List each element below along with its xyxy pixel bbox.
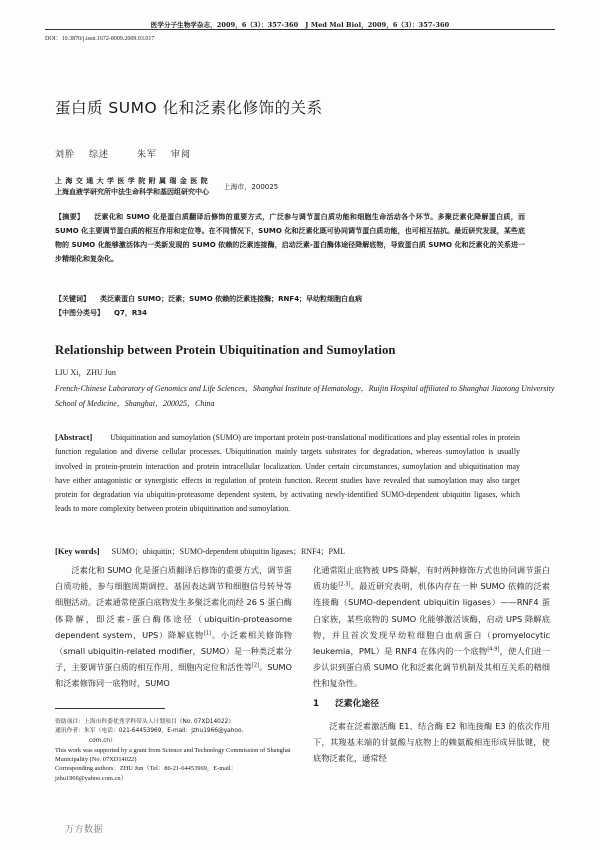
contact-cn: 通讯作者：朱军（电话：021-64453969，E-mail：jzhu1966@yahoo. bbox=[55, 728, 244, 735]
en-keywords-text: SUMO；ubiquitin；SUMO-dependent ubiquitin ligases；RNF4；PML bbox=[111, 547, 345, 556]
cn-affiliation bbox=[55, 176, 278, 198]
body-column-right bbox=[313, 562, 550, 766]
header-rule bbox=[45, 29, 555, 30]
affiliation-line-2: 上海血液学研究所中法生命科学和基因组研究中心 bbox=[55, 188, 209, 196]
cn-abstract bbox=[55, 210, 525, 266]
citation[interactable]: [4-9] bbox=[487, 646, 500, 653]
author-2: 朱军 bbox=[137, 150, 158, 160]
funding-cn: 资助项目：上海市科委优秀学科带头人计划项目（No. 07XD14022） bbox=[55, 719, 235, 725]
author-1: 刘肸 bbox=[55, 150, 76, 160]
en-abstract-text: Ubiquitination and sumoylation (SUMO) are important protein post-translational modifications and play essential roles in protein function regulation and diverse cellular processes. Ubiquitination mainly targets substrates for degradation, whereas sumoylation is usually involved in protein-protein interaction and protein intracellular localization. Under certain circumstances, sumoylation and ubiquitination may have either antagonistic or synergistic effects in regulation of protein function. Recent studies have revealed that sumoylation may also target protein for degradation via ubiquitin-proteasome dependent system, by activating newly-identified SUMO-dependent ubiquitin ligases, which leads to more complexity between protein ubiquitination and sumoylation. bbox=[55, 433, 520, 514]
en-authors: LIU Xi，ZHU Jun bbox=[55, 368, 116, 377]
section-heading-1 bbox=[313, 696, 550, 712]
en-affiliation: French-Chinese Laboratory of Genomics and Life Sciences，Shanghai Institute of Hematology，Ruijin Hospital affiliated to Shanghai Jiaotong University School of Medicine，Shanghai，200025，China bbox=[55, 384, 555, 408]
footnote-rule bbox=[55, 708, 165, 709]
cn-abstract-label: 【摘要】 bbox=[55, 213, 85, 221]
section-title: 泛素化途径 bbox=[335, 698, 379, 709]
cn-classification-text: Q7，R34 bbox=[114, 309, 147, 317]
cn-title: 蛋白质 SUMO 化和泛素化修饰的关系 bbox=[55, 99, 323, 117]
watermark: 万方数据 bbox=[65, 825, 104, 835]
cn-classification bbox=[55, 308, 147, 318]
body-column-left bbox=[55, 562, 292, 692]
body-paragraph: 化通常阻止底物被 UPS 降解，有时两种修饰方式也协同调节蛋白质功能[2-3]。最近研究表明，机体内存在一种 SUMO 依赖的泛素连接酶（SUMO-dependent ubiquitin ligases）——RNF4 蛋白家族，某些底物的 SUMO 化能够激活该酶，启动 UPS 降解底物，并且首次发现早幼粒细胞白血病蛋白（promyelocytic leukemia，PML）是 RNF4 在体内的一个底物[4-9]，使人们进一步认识到蛋白质 SUMO 化和泛素化调节机制及其相互关系的精细性和复杂性。 bbox=[313, 565, 550, 689]
citation[interactable]: [2] bbox=[251, 662, 260, 669]
affiliation-city: 上海市，200025 bbox=[223, 182, 279, 191]
footnotes bbox=[55, 718, 292, 783]
cn-authors bbox=[55, 147, 205, 160]
section-number: 1 bbox=[313, 698, 320, 709]
contact-en: Corresponding authors：ZHU Jun（Tel：86-21-64453969，E-mail：jzhu1966@yahoo.com.cn） bbox=[55, 765, 238, 782]
cn-keywords-label: 【关键词】 bbox=[55, 295, 90, 303]
affiliation-line-1: 上海交通大学医学院附属瑞金医院 bbox=[55, 177, 211, 185]
running-header-en: J Med Mol Biol，2009，6（3）：357-360 bbox=[305, 21, 450, 29]
cn-keywords bbox=[55, 294, 362, 304]
cn-keywords-text: 类泛素蛋白 SUMO；泛素；SUMO 依赖的泛素连接酶；RNF4；早幼粒细胞白血病 bbox=[100, 295, 363, 303]
running-header bbox=[40, 20, 560, 29]
en-abstract bbox=[55, 430, 520, 517]
en-abstract-label: [Abstract] bbox=[55, 432, 93, 442]
en-title: Relationship between Protein Ubiquitination and Sumoylation bbox=[55, 343, 396, 357]
running-header-cn: 医学分子生物学杂志，2009，6（3）：357-360 bbox=[150, 21, 299, 29]
body-paragraph: 泛素在泛素激活酶 E1、结合酶 E2 和连接酶 E3 的依次作用下，其羧基末端的甘氨酸与底物上的赖氨酸相连形成异肽键，使底物泛素化，通常经 bbox=[313, 720, 550, 764]
author-2-role: 审阅 bbox=[171, 150, 192, 160]
en-keywords bbox=[55, 546, 345, 557]
doi: DOI：10.3870/j.issn.1672-8009.2009.03.017 bbox=[45, 36, 155, 42]
author-1-role: 综述 bbox=[89, 150, 110, 160]
body-paragraph: 泛素化和 SUMO 化是蛋白质翻译后修饰的重要方式，调节蛋白质功能，参与细胞周期调控、基因表达调节和细胞信号转导等细胞活动。泛素通常使蛋白底物发生多聚泛素化而经 26 S 蛋白酶体降解，即泛素-蛋白酶体途径（ubiquitin-proteasome dependent system，UPS）降解底物[1]。小泛素相关修饰物（small ubiquitin-related modifier，SUMO）是一种类泛素分子，主要调节蛋白质的相互作用、细胞内定位和活性等[2]。SUMO 和泛素修饰同一底物时，SUMO bbox=[55, 565, 292, 689]
contact-cn-cont: com.cn） bbox=[89, 737, 116, 744]
cn-abstract-text: 泛素化和 SUMO 化是蛋白质翻译后修饰的重要方式，广泛参与调节蛋白质功能和细胞生命活动各个环节。多聚泛素化降解蛋白质，而 SUMO 化主要调节蛋白质的相互作用和定位等。在不同情况下，SUMO 化和泛素化既可协同调节蛋白质功能，也可相互拮抗。最近研究发现，某些底物的 SUMO 化能够激活体内一类新发现的 SUMO 依赖的泛素连接酶，启动泛素-蛋白酶体途径降解底物，导致蛋白质 SUMO 化和泛素化的关系进一步精细化和复杂化。 bbox=[55, 213, 526, 263]
en-keywords-label: [Key words] bbox=[55, 546, 100, 556]
citation[interactable]: [2-3] bbox=[338, 581, 351, 588]
citation[interactable]: [1] bbox=[203, 630, 212, 637]
cn-classification-label: 【中图分类号】 bbox=[55, 309, 104, 317]
funding-en: This work was supported by a grant from Science and Technology Commission of Shanghai Municipality (No. 07XD14022) bbox=[55, 746, 291, 764]
